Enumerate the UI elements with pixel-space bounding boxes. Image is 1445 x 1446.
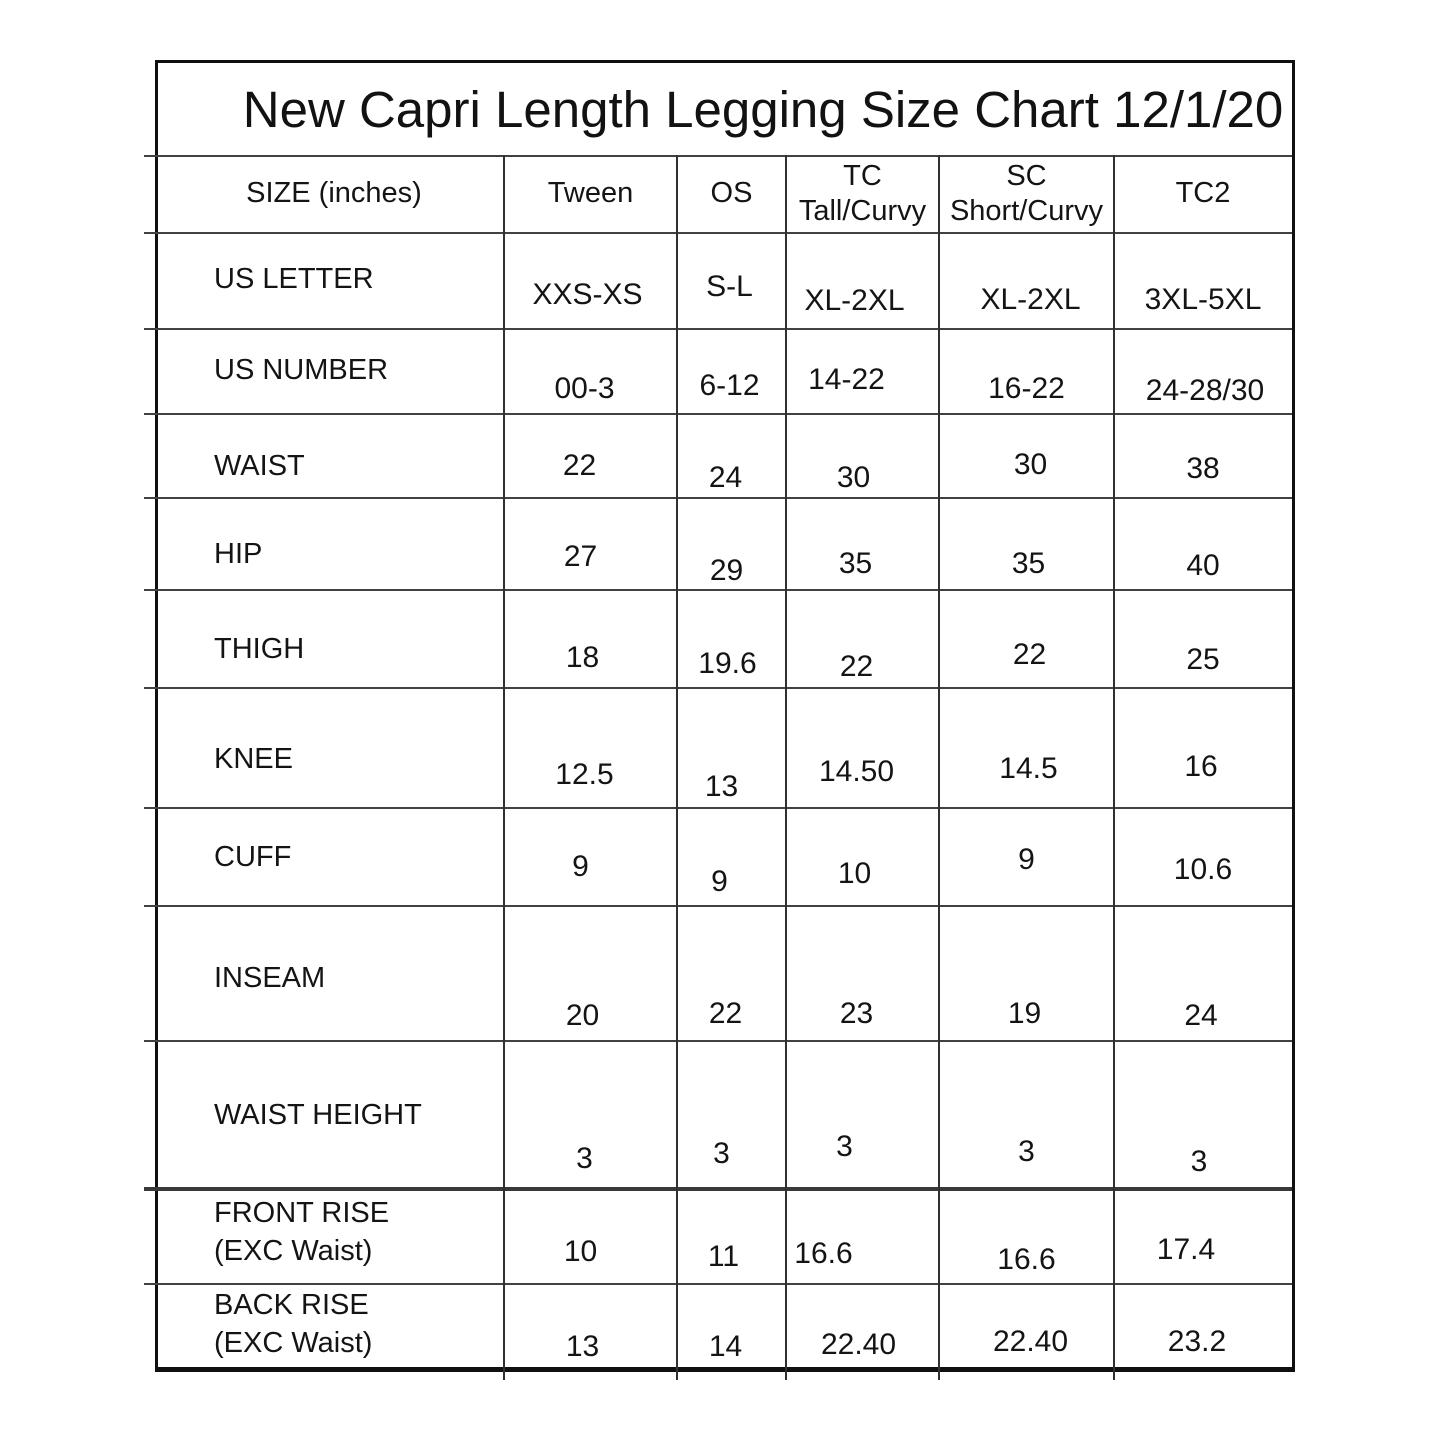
cell-value: 9 — [711, 864, 728, 898]
cell-value: 3 — [713, 1136, 730, 1170]
chart-title: New Capri Length Legging Size Chart 12/1/20 — [242, 80, 1284, 138]
cell-us-letter-tween — [504, 232, 677, 328]
cell-thigh-tween — [504, 589, 677, 687]
row-label-text: BACK RISE — [214, 1289, 369, 1322]
cell-hip-tc2 — [1114, 497, 1292, 589]
cell-value: 22 — [839, 649, 874, 683]
row-label-front-rise — [158, 1185, 504, 1281]
cell-value: 19 — [1007, 996, 1042, 1030]
header-cell-tween — [504, 155, 677, 232]
cell-cuff-tween — [504, 807, 677, 905]
cell-back-rise-tc — [786, 1283, 939, 1367]
header-label: Tall/Curvy — [798, 194, 927, 227]
header-cell-tc2 — [1114, 155, 1292, 232]
row-label-text: (EXC Waist) — [214, 1235, 373, 1267]
table-row-cuff — [158, 807, 1292, 905]
header-label: TC — [843, 159, 882, 192]
cell-value: XL-2XL — [980, 282, 1081, 316]
cell-value: 10 — [563, 1234, 598, 1268]
cell-value: 22 — [1012, 637, 1047, 671]
cell-value: 16 — [1184, 749, 1218, 783]
cell-value: 35 — [838, 546, 873, 580]
row-label-cuff — [158, 809, 504, 907]
cell-front-rise-os — [677, 1187, 786, 1283]
cell-us-number-tc2 — [1114, 328, 1292, 413]
cell-value: 25 — [1186, 642, 1220, 676]
cell-us-letter-tc2 — [1114, 232, 1292, 328]
cell-inseam-tween — [504, 905, 677, 1040]
row-label-text: KNEE — [214, 743, 293, 776]
cell-value: 9 — [572, 849, 589, 883]
row-label-text: WAIST — [214, 450, 305, 483]
cell-us-number-tc — [786, 328, 939, 413]
cell-value: 16.6 — [794, 1236, 853, 1270]
cell-value: 30 — [836, 460, 871, 494]
cell-back-rise-sc — [939, 1283, 1114, 1367]
cell-value: 22 — [708, 996, 743, 1030]
table-row-back-rise — [158, 1283, 1292, 1367]
header-cell-os — [677, 155, 786, 232]
cell-value: 27 — [563, 539, 598, 573]
cell-value: 10 — [837, 856, 872, 890]
cell-value: 22.40 — [992, 1324, 1069, 1358]
cell-value: 40 — [1186, 548, 1220, 582]
cell-value: 18 — [565, 640, 600, 674]
row-label-text: WAIST HEIGHT — [214, 1098, 422, 1131]
row-label-us-number — [158, 328, 504, 413]
cell-value: 3XL-5XL — [1144, 282, 1262, 316]
cell-cuff-os — [677, 807, 786, 905]
cell-us-number-os — [677, 328, 786, 413]
row-label-text: INSEAM — [214, 961, 326, 994]
cell-value: XL-2XL — [804, 283, 905, 317]
header-cell-size — [158, 155, 504, 232]
cell-value: 10.6 — [1173, 852, 1233, 886]
cell-waist-height-sc — [939, 1040, 1114, 1187]
cell-us-letter-tc — [786, 232, 939, 328]
cell-value: 22.40 — [820, 1327, 897, 1361]
header-label: TC2 — [1175, 177, 1231, 210]
cell-value: S-L — [706, 269, 753, 303]
cell-knee-tween — [504, 687, 677, 807]
cell-waist-height-tc — [786, 1040, 939, 1187]
cell-value: 24 — [708, 460, 743, 494]
header-cell-tc — [786, 155, 939, 232]
row-label-us-letter — [158, 232, 504, 328]
table-row-hip — [158, 497, 1292, 589]
cell-value: 9 — [1018, 842, 1035, 876]
cell-value: 23 — [839, 996, 874, 1030]
table-row-waist-height — [158, 1040, 1292, 1187]
cell-back-rise-tween — [504, 1283, 677, 1367]
row-label-text: (EXC Waist) — [214, 1327, 373, 1359]
cell-value: 19.6 — [698, 646, 757, 680]
cell-value: 3 — [836, 1129, 853, 1163]
cell-cuff-tc2 — [1114, 807, 1292, 905]
cell-value: 24-28/30 — [1145, 373, 1265, 407]
row-label-text: US LETTER — [214, 263, 374, 296]
cell-hip-tween — [504, 497, 677, 589]
cell-value: 3 — [1018, 1134, 1035, 1168]
cell-value: 16.6 — [997, 1242, 1056, 1276]
cell-back-rise-tc2 — [1114, 1283, 1292, 1367]
cell-knee-tc2 — [1114, 687, 1292, 807]
cell-thigh-tc2 — [1114, 589, 1292, 687]
cell-inseam-sc — [939, 905, 1114, 1040]
row-label-text: FRONT RISE — [214, 1197, 390, 1230]
cell-waist-tc — [786, 413, 939, 497]
cell-back-rise-os — [677, 1283, 786, 1367]
cell-knee-tc — [786, 687, 939, 807]
row-label-text: THIGH — [214, 633, 305, 666]
cell-inseam-tc2 — [1114, 905, 1292, 1040]
header-label: SC — [1006, 159, 1047, 192]
row-label-waist-height — [158, 1042, 504, 1189]
row-label-hip — [158, 509, 504, 601]
header-cell-sc — [939, 155, 1114, 232]
cell-thigh-os — [677, 589, 786, 687]
row-label-text: HIP — [214, 538, 263, 571]
cell-value: 12.5 — [555, 757, 614, 791]
header-label: OS — [710, 177, 753, 210]
cell-value: 6-12 — [699, 368, 760, 402]
row-label-back-rise — [158, 1283, 504, 1367]
table-row-front-rise — [158, 1187, 1292, 1283]
cell-waist-tween — [504, 413, 677, 497]
cell-waist-sc — [939, 413, 1114, 497]
cell-waist-tc2 — [1114, 413, 1292, 497]
cell-front-rise-tc2 — [1114, 1187, 1292, 1283]
cell-value: 13 — [565, 1329, 600, 1363]
cell-front-rise-tween — [504, 1187, 677, 1283]
cell-knee-sc — [939, 687, 1114, 807]
cell-value: 14.5 — [999, 751, 1058, 785]
cell-us-letter-sc — [939, 232, 1114, 328]
cell-hip-sc — [939, 497, 1114, 589]
cell-us-letter-os — [677, 232, 786, 328]
cell-knee-os — [677, 687, 786, 807]
cell-value: 29 — [709, 553, 744, 587]
cell-inseam-os — [677, 905, 786, 1040]
cell-hip-os — [677, 497, 786, 589]
cell-value: 30 — [1013, 447, 1048, 481]
cell-value: 00-3 — [554, 371, 615, 405]
table-row-knee — [158, 687, 1292, 807]
cell-thigh-tc — [786, 589, 939, 687]
cell-value: 3 — [1190, 1144, 1208, 1178]
cell-value: 14-22 — [808, 362, 885, 396]
table-row-us-number — [158, 328, 1292, 413]
cell-value: 35 — [1011, 546, 1046, 580]
cell-waist-height-tc2 — [1114, 1040, 1292, 1187]
header-label: SIZE (inches) — [246, 177, 422, 210]
table-row-waist — [158, 413, 1292, 497]
size-chart-table — [155, 60, 1295, 1372]
cell-value: 14 — [708, 1329, 743, 1363]
cell-value: 14.50 — [818, 754, 895, 788]
cell-value: 22 — [562, 448, 597, 482]
cell-value: 17.4 — [1156, 1232, 1216, 1266]
table-row-inseam — [158, 905, 1292, 1040]
cell-waist-height-os — [677, 1040, 786, 1187]
row-label-thigh — [158, 601, 504, 699]
header-row — [158, 155, 1292, 232]
row-label-text: US NUMBER — [214, 353, 389, 386]
cell-us-number-sc — [939, 328, 1114, 413]
table-row-us-letter — [158, 232, 1292, 328]
cell-waist-os — [677, 413, 786, 497]
cell-us-number-tween — [504, 328, 677, 413]
cell-front-rise-sc — [939, 1187, 1114, 1283]
cell-waist-height-tween — [504, 1040, 677, 1187]
table-row-thigh — [158, 589, 1292, 687]
cell-inseam-tc — [786, 905, 939, 1040]
cell-value: XXS-XS — [532, 277, 643, 311]
cell-value: 38 — [1186, 451, 1220, 485]
cell-value: 3 — [576, 1141, 593, 1175]
cell-hip-tc — [786, 497, 939, 589]
row-label-knee — [158, 700, 504, 820]
cell-value: 13 — [704, 769, 739, 803]
cell-value: 20 — [565, 998, 600, 1032]
row-label-text: CUFF — [214, 841, 292, 874]
cell-cuff-tc — [786, 807, 939, 905]
header-label: Short/Curvy — [949, 194, 1104, 227]
cell-value: 11 — [707, 1239, 740, 1273]
cell-value: 23.2 — [1167, 1324, 1227, 1358]
row-label-inseam — [158, 911, 504, 1046]
cell-thigh-sc — [939, 589, 1114, 687]
cell-value: 24 — [1184, 998, 1218, 1032]
header-label: Tween — [547, 177, 634, 210]
cell-cuff-sc — [939, 807, 1114, 905]
cell-value: 16-22 — [988, 371, 1065, 405]
cell-front-rise-tc — [786, 1187, 939, 1283]
